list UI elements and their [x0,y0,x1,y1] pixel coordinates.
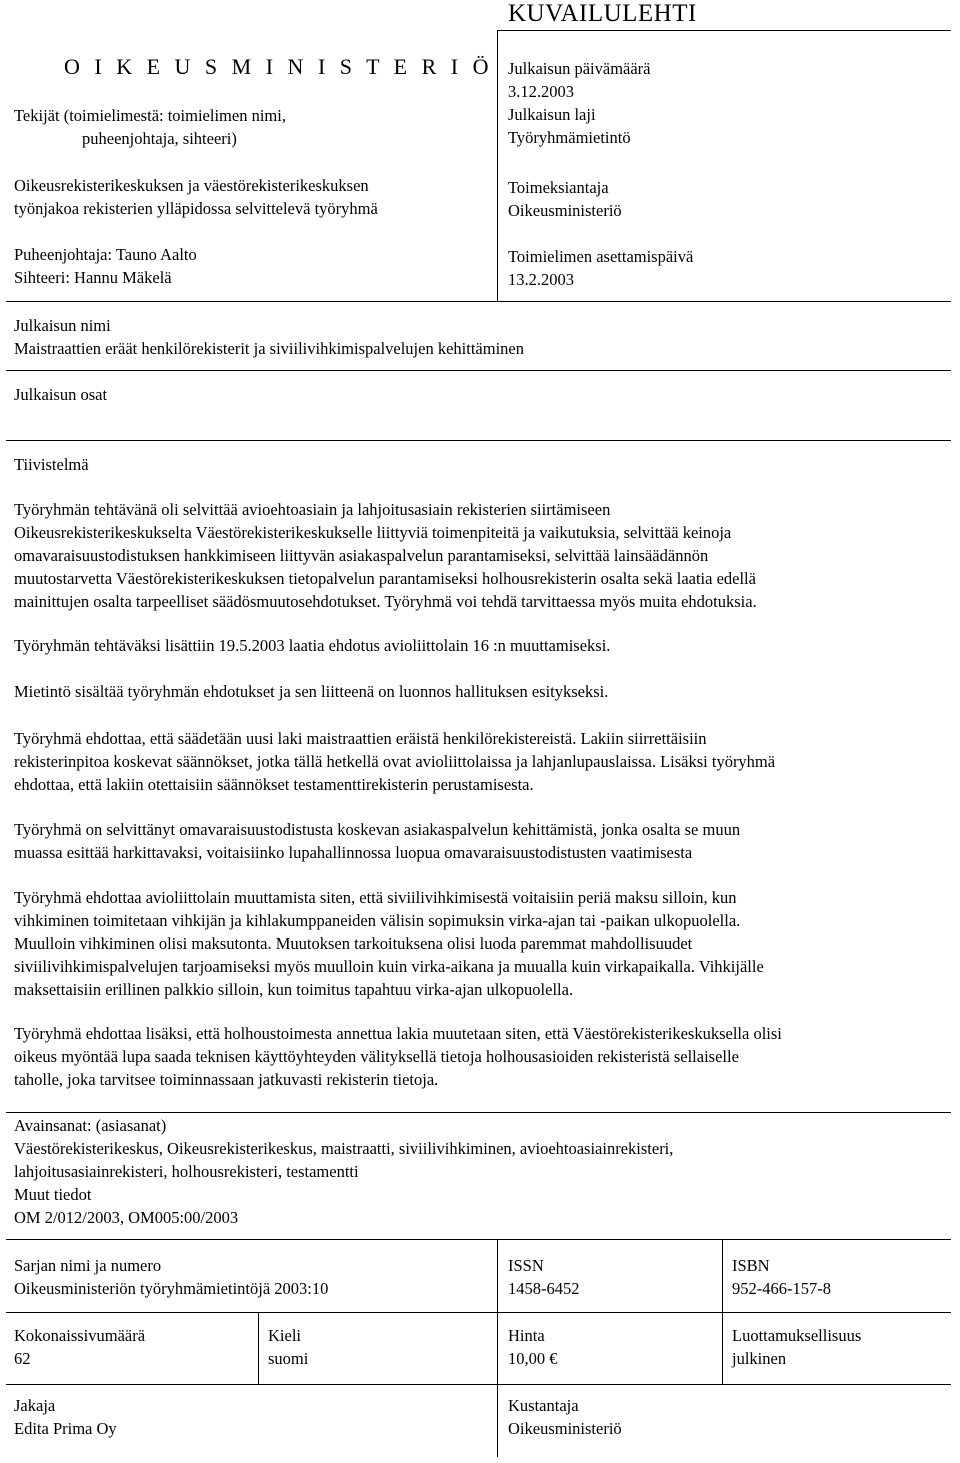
publisher-label: Kustantaja [508,1396,579,1415]
rule-top [497,30,951,31]
ministry-name: O I K E U S M I N I S T E R I Ö [64,54,493,79]
price-value: 10,00 € [508,1349,558,1368]
summary-p7-line: oikeus myöntää lupa saada teknisen käyttöyhteyden välityksellä tietoja holhousasioiden rekisteristä sellaiselle [14,1047,739,1066]
summary-p7-line: taholle, joka tarvitsee toiminnassaan jatkuvasti rekisterin tietoja. [14,1070,439,1089]
chair: Puheenjohtaja: Tauno Aalto [14,245,197,264]
summary-p6-line: Työryhmä ehdottaa avioliittolain muuttamista siten, että siviilivihkimisestä voitaisiin periä maksu silloin, kun [14,888,737,907]
commissioner-label: Toimeksiantaja [508,178,609,197]
summary-p1-line: Oikeusrekisterikeskukselta Väestörekisterikeskukselle liittyviä toimenpiteitä ja vaikutuksia, selvittää keinoja [14,523,732,542]
rule-meta-bottom [6,1384,951,1385]
price-label: Hinta [508,1326,545,1345]
isbn-label: ISBN [732,1256,770,1275]
keywords-label: Avainsanat: (asiasanat) [14,1116,167,1135]
summary-p1-line: mainittujen osalta tarpeelliset säädösmuutosehdotukset. Työryhmä voi tehdä tarvittaessa myös muita ehdotuksia. [14,592,757,611]
language-label: Kieli [268,1326,301,1345]
rule-title-bottom [6,370,951,371]
summary-p4-line: rekisterinpitoa koskevat säännökset, jotka tällä hetkellä ovat avioliittolaissa ja lahjanlupauslaissa. Lisäksi työryhmä [14,752,776,771]
rule-meta-lang [258,1312,259,1384]
summary-p2-line: Työryhmän tehtäväksi lisättiin 19.5.2003 laatia ehdotus avioliittolain 16 :n muuttamiseksi. [14,636,611,655]
rule-series-bottom [6,1312,951,1313]
commissioner: Oikeusministeriö [508,201,622,220]
isbn-value: 952-466-157-8 [732,1279,831,1298]
working-group-name [14,174,378,220]
series-cell [14,1254,328,1300]
summary-p3-line: Mietintö sisältää työryhmän ehdotukset ja sen liitteenä on luonnos hallituksen esitykseksi. [14,682,609,701]
summary-paragraph-4 [14,727,775,796]
summary-paragraph-3 [14,680,608,703]
summary-p4-line: Työryhmä ehdottaa, että säädetään uusi laki maistraattien eräistä henkilörekistereistä. Lakiin siirrettäisiin [14,729,707,748]
distributor-value: Edita Prima Oy [14,1419,117,1438]
summary-label: Tiivistelmä [14,455,89,474]
summary-p6-line: maksettaisiin erillinen palkkio silloin, kun toimitus tapahtuu virka-ajan ulkopuolella. [14,980,574,999]
pages-cell [14,1324,145,1370]
chair-and-secretary [14,243,197,289]
confidentiality-cell [732,1324,861,1370]
set-date: 13.2.2003 [508,270,574,289]
working-group-line-1: Oikeusrekisterikeskuksen ja väestörekisterikeskuksen [14,176,369,195]
summary-p6-line: Muulloin vihkiminen olisi maksutonta. Muutoksen tarkoituksena olisi luoda paremmat mahdollisuudet [14,934,693,953]
title-section [14,314,524,360]
issn-value: 1458-6452 [508,1279,580,1298]
distributor-label: Jakaja [14,1396,56,1415]
authors-label-line-2: puheenjohtaja, sihteeri) [82,129,237,148]
keywords-line-2: lahjoitusasiainrekisteri, holhousrekisteri, testamentti [14,1162,359,1181]
parts-label: Julkaisun osat [14,385,108,404]
keywords-section [14,1114,673,1229]
summary-label-wrap [14,453,89,476]
summary-p1-line: Työryhmän tehtävänä oli selvittää avioehtoasiain ja lahjoitusasiain rekisterien siirtämiseen [14,500,611,519]
authors-label [14,104,286,150]
publication-title: Maistraattien eräät henkilörekisterit ja siviilivihkimispalvelujen kehittäminen [14,339,524,358]
summary-p6-line: siviilivihkimispalvelujen tarjoamiseksi myös muulloin kuin virka-aikana ja muualla kuin virkapaikalla. Vihkijälle [14,957,764,976]
other-info-value: OM 2/012/2003, OM005:00/2003 [14,1208,239,1227]
set-date-block [508,245,693,291]
commissioner-block [508,176,622,222]
title-label: Julkaisun nimi [14,316,111,335]
distributor-cell [14,1394,117,1440]
rule-series-issn [497,1239,498,1457]
language-cell [268,1324,308,1370]
confidentiality-value: julkinen [732,1349,787,1368]
rule-keywords-bottom [6,1239,951,1240]
other-info-label: Muut tiedot [14,1185,92,1204]
issn-label: ISSN [508,1256,544,1275]
summary-paragraph-7 [14,1022,782,1091]
isbn-cell [732,1254,831,1300]
summary-p1-line: omavaraisuustodistuksen hankkimiseen liittyvän asiakaspalvelun parantamiseksi, selvittää lainsäädännön [14,546,709,565]
pages-value: 62 [14,1349,31,1368]
series-value: Oikeusministeriön työryhmämietintöjä 2003:10 [14,1279,329,1298]
summary-p4-line: ehdottaa, että lakiin otettaisiin säännökset testamenttirekisterin perustamisesta. [14,775,534,794]
document-type-title: KUVAILULEHTI [508,0,697,27]
summary-p5-line: muassa esittää harkittavaksi, voitaisiinko lupahallinnossa luopua omavaraisuustodistusten vaatimisesta [14,843,693,862]
summary-p6-line: vihkiminen toimitetaan vihkijän ja kihlakumppaneiden välisin sopimuksin virka-ajan tai -paikan ulkopuolella. [14,911,741,930]
series-label: Sarjan nimi ja numero [14,1256,162,1275]
publication-type: Työryhmämietintö [508,128,631,147]
issn-cell [508,1254,580,1300]
price-cell [508,1324,558,1370]
parts-section [14,383,107,406]
publisher-cell [508,1394,622,1440]
summary-p7-line: Työryhmä ehdottaa lisäksi, että holhoustoimesta annettua lakia muutetaan siten, että Väestörekisterikeskuksella olisi [14,1024,782,1043]
rule-header-bottom [6,301,951,302]
publication-type-label: Julkaisun laji [508,105,596,124]
publication-date: 3.12.2003 [508,82,574,101]
summary-paragraph-1 [14,498,757,613]
language-value: suomi [268,1349,309,1368]
summary-p5-line: Työryhmä on selvittänyt omavaraisuustodistusta koskevan asiakaspalvelun kehittämistä, jonka osalta se muun [14,820,741,839]
confidentiality-label: Luottamuksellisuus [732,1326,862,1345]
rule-series-isbn [722,1239,723,1384]
secretary: Sihteeri: Hannu Mäkelä [14,268,172,287]
rule-summary-bottom [6,1112,951,1113]
summary-paragraph-5 [14,818,740,864]
keywords-line-1: Väestörekisterikeskus, Oikeusrekisterikeskus, maistraatti, siviilivihkiminen, avioehtoasiainrekisteri, [14,1139,674,1158]
authors-label-line-1: Tekijät (toimielimestä: toimielimen nimi, [14,106,286,125]
publication-date-block [508,57,651,149]
working-group-line-2: työnjakoa rekisterien ylläpidossa selvittelevä työryhmä [14,199,378,218]
rule-header-divider [497,30,498,301]
summary-paragraph-6 [14,886,764,1001]
rule-parts-bottom [6,440,951,441]
publication-date-label: Julkaisun päivämäärä [508,59,651,78]
summary-paragraph-2 [14,634,610,657]
publisher-value: Oikeusministeriö [508,1419,622,1438]
summary-p1-line: muutostarvetta Väestörekisterikeskuksen tietopalvelun parantamiseksi holhousrekisterin osalta sekä laatia edellä [14,569,756,588]
pages-label: Kokonaissivumäärä [14,1326,146,1345]
set-date-label: Toimielimen asettamispäivä [508,247,694,266]
